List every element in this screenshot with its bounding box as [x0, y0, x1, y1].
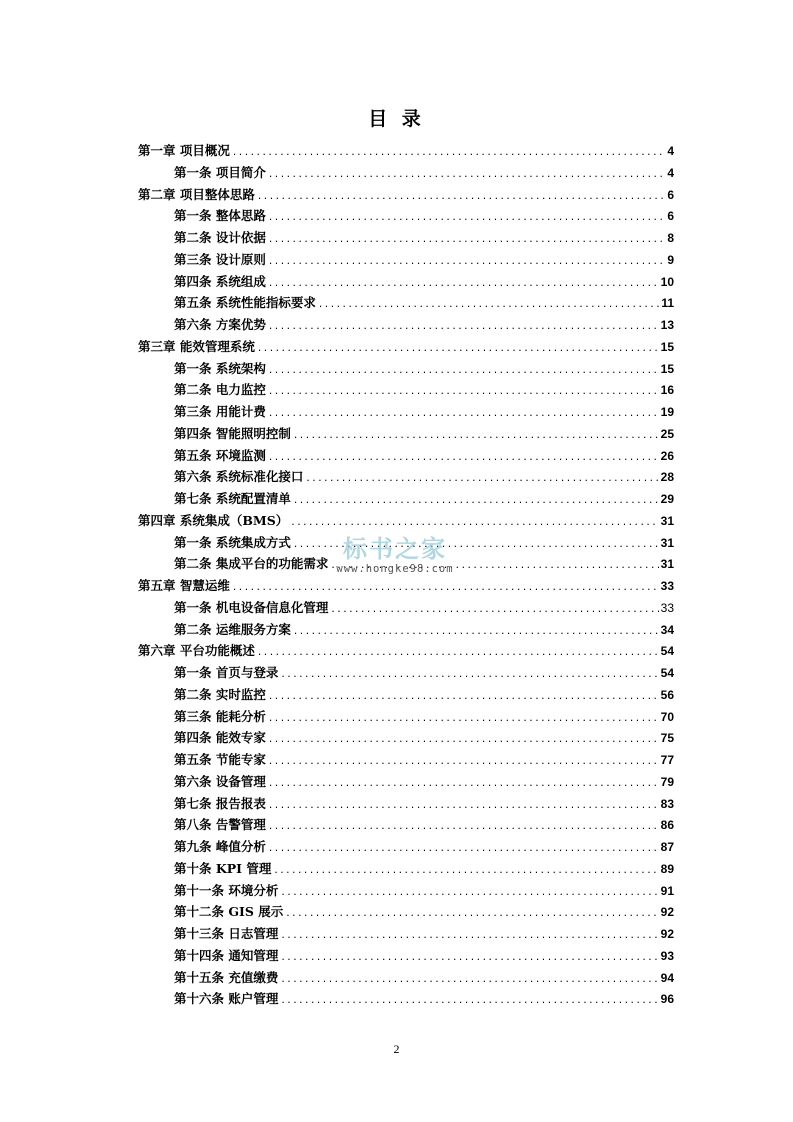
- toc-dot-leader: [318, 295, 659, 317]
- toc-dot-leader: [268, 709, 659, 731]
- toc-dot-leader: [268, 448, 659, 470]
- toc-page-number: 16: [660, 383, 674, 398]
- toc-section-row[interactable]: [138, 379, 674, 401]
- toc-entry-label: 第三条 设计原则: [174, 251, 266, 267]
- toc-page-number: 86: [660, 818, 674, 833]
- toc-page-number: 29: [660, 492, 674, 506]
- toc-section-row[interactable]: [138, 314, 674, 336]
- toc-dot-leader: [268, 687, 659, 709]
- toc-page-number: 9: [667, 252, 674, 267]
- toc-section-row[interactable]: [138, 706, 674, 728]
- toc-dot-leader: [268, 752, 659, 774]
- toc-entry-label: 第四条 系统组成: [174, 273, 266, 289]
- toc-page-number: 94: [660, 970, 674, 985]
- toc-entry-label: 第二章 项目整体思路: [138, 186, 255, 202]
- toc-chapter-row[interactable]: [138, 640, 674, 662]
- toc-entry-label: 第十五条 充值缴费: [174, 969, 279, 985]
- toc-dot-leader: [280, 926, 658, 948]
- toc-dot-leader: [268, 317, 659, 339]
- toc-page-number: 4: [667, 144, 674, 158]
- toc-page-number: 15: [660, 339, 674, 354]
- toc-section-row[interactable]: [138, 662, 674, 684]
- toc-section-row[interactable]: [138, 901, 674, 923]
- toc-section-row[interactable]: [138, 445, 674, 467]
- toc-page-number: 92: [660, 927, 674, 941]
- toc-section-row[interactable]: [138, 684, 674, 706]
- page-title: 目 录: [368, 108, 425, 130]
- toc-page-number: 75: [660, 731, 674, 746]
- toc-dot-leader: [268, 839, 659, 861]
- toc-section-row[interactable]: [138, 162, 674, 184]
- toc-page-number: 6: [667, 209, 674, 224]
- toc-chapter-row[interactable]: [138, 510, 674, 532]
- toc-entry-label: 第六章 平台功能概述: [138, 643, 255, 659]
- toc-section-row[interactable]: [138, 205, 674, 227]
- toc-chapter-row[interactable]: [138, 184, 674, 206]
- toc-dot-leader: [257, 339, 659, 361]
- toc-dot-leader: [257, 187, 665, 209]
- toc-page-number: 54: [660, 666, 674, 680]
- toc-section-row[interactable]: [138, 597, 674, 619]
- toc-section-row[interactable]: [138, 967, 674, 989]
- toc-section-row[interactable]: [138, 358, 674, 380]
- toc-dot-leader: [268, 165, 665, 187]
- toc-page-number: 10: [660, 274, 674, 289]
- toc-entry-label: 第二条 设计依据: [174, 230, 266, 245]
- toc-dot-leader: [280, 991, 658, 1013]
- toc-page-number: 70: [660, 709, 674, 724]
- toc-section-row[interactable]: [138, 271, 674, 293]
- toc-dot-leader: [268, 817, 659, 839]
- toc-entry-label: 第一章 项目概况: [138, 143, 230, 158]
- toc-entry-label: 第二条 实时监控: [174, 686, 266, 702]
- toc-dot-leader: [293, 622, 659, 644]
- toc-page-number: 87: [660, 840, 674, 854]
- watermark: [320, 536, 470, 576]
- toc-entry-label: 第五条 环境监测: [174, 447, 266, 463]
- toc-dot-leader: [268, 796, 659, 818]
- toc-page-number: 26: [660, 448, 674, 463]
- toc-entry-label: 第十六条 账户管理: [174, 991, 279, 1007]
- toc-entry-label: 第二条 运维服务方案: [174, 621, 291, 637]
- toc-page-number: 56: [660, 687, 674, 702]
- toc-entry-label: 第六条 设备管理: [174, 773, 266, 789]
- toc-page-number: 33: [660, 579, 674, 593]
- toc-page-number: 93: [660, 948, 674, 963]
- toc-chapter-row[interactable]: [138, 140, 674, 162]
- toc-page-number: 96: [660, 992, 674, 1007]
- toc-chapter-row[interactable]: [138, 336, 674, 358]
- toc-dot-leader: [268, 252, 665, 274]
- toc-section-row[interactable]: [138, 227, 674, 249]
- toc-entry-label: 第六条 方案优势: [174, 317, 266, 332]
- toc-dot-leader: [305, 469, 658, 491]
- toc-page-number: 91: [660, 883, 674, 898]
- toc-page-number: 6: [667, 187, 674, 202]
- toc-dot-leader: [268, 774, 659, 796]
- toc-chapter-row[interactable]: [138, 575, 674, 597]
- toc-dot-leader: [257, 643, 659, 665]
- toc-entry-label: 第一条 机电设备信息化管理: [174, 599, 329, 615]
- toc-page-number: 31: [660, 513, 674, 528]
- toc-section-row[interactable]: [138, 401, 674, 423]
- toc-page-number: 15: [660, 361, 674, 376]
- toc-entry-label: 第一条 系统架构: [174, 360, 266, 376]
- toc-dot-leader: [280, 665, 658, 687]
- toc-page-number: 31: [660, 535, 674, 550]
- toc-entry-label: 第十二条 GIS 展示: [174, 904, 284, 920]
- toc-entry-label: 第一条 系统集成方式: [174, 534, 291, 550]
- toc-dot-leader: [268, 230, 665, 252]
- toc-page-number: 11: [661, 296, 674, 311]
- toc-entry-label: 第三条 能耗分析: [174, 708, 266, 724]
- page-number: 2: [393, 1042, 400, 1056]
- toc-page-number: 4: [667, 165, 674, 180]
- toc-dot-leader: [293, 426, 659, 448]
- toc-section-row[interactable]: [138, 858, 674, 880]
- toc-entry-label: 第二条 电力监控: [174, 382, 266, 398]
- toc-section-row[interactable]: [138, 988, 674, 1010]
- toc-dot-leader: [273, 861, 658, 883]
- toc-dot-leader: [280, 948, 658, 970]
- toc-section-row[interactable]: [138, 292, 674, 314]
- toc-entry-label: 第七条 报告报表: [174, 795, 266, 811]
- toc-entry-label: 第五条 节能专家: [174, 752, 266, 767]
- toc-entry-label: 第四章 系统集成（BMS）: [138, 512, 289, 528]
- toc-section-row[interactable]: [138, 814, 674, 836]
- toc-entry-label: 第六条 系统标准化接口: [174, 469, 304, 485]
- toc-page-number: 8: [667, 231, 674, 245]
- toc-page-number: 54: [660, 644, 674, 659]
- toc-dot-leader: [268, 382, 659, 404]
- toc-page-number: 25: [660, 426, 674, 441]
- toc-section-row[interactable]: [138, 749, 674, 771]
- toc-entry-label: 第三条 用能计费: [174, 404, 266, 419]
- toc-page-number: 34: [660, 622, 674, 637]
- toc-entry-label: 第五章 智慧运维: [138, 578, 230, 593]
- toc-entry-label: 第十三条 日志管理: [174, 926, 279, 941]
- toc-dot-leader: [268, 404, 659, 426]
- toc-entry-label: 第一条 首页与登录: [174, 665, 279, 680]
- toc-dot-leader: [330, 600, 658, 622]
- toc-dot-leader: [280, 970, 658, 992]
- toc-dot-leader: [268, 274, 659, 296]
- toc-dot-leader: [293, 491, 659, 513]
- toc-dot-leader: [268, 730, 659, 752]
- toc-section-row[interactable]: [138, 249, 674, 271]
- toc-section-row[interactable]: [138, 619, 674, 641]
- watermark-logo: 标书之家: [343, 535, 447, 563]
- toc-page-number: 89: [660, 861, 674, 876]
- toc-entry-label: 第一条 项目简介: [174, 164, 266, 180]
- toc-section-row[interactable]: [138, 771, 674, 793]
- toc-dot-leader: [280, 883, 658, 905]
- toc-section-row[interactable]: [138, 727, 674, 749]
- watermark-url: www.hongke98.com: [336, 563, 454, 575]
- toc-entry-label: 第十条 KPI 管理: [174, 860, 272, 876]
- toc-entry-label: 第三章 能效管理系统: [138, 338, 255, 354]
- toc-entry-label: 第二条 集成平台的功能需求: [174, 556, 329, 572]
- toc-entry-label: 第八条 告警管理: [174, 817, 266, 833]
- toc-page-number: 83: [660, 796, 674, 811]
- toc-dot-leader: [285, 904, 658, 926]
- toc-dot-leader: [290, 513, 658, 535]
- toc-page-number: 19: [660, 405, 674, 419]
- toc-section-row[interactable]: [138, 466, 674, 488]
- toc-entry-label: 第十一条 环境分析: [174, 882, 279, 898]
- toc-entry-label: 第九条 峰值分析: [174, 839, 266, 854]
- toc-dot-leader: [232, 143, 665, 165]
- toc-section-row[interactable]: [138, 793, 674, 815]
- toc-entry-label: 第四条 智能照明控制: [174, 425, 291, 441]
- toc-entry-label: 第四条 能效专家: [174, 730, 266, 746]
- toc-dot-leader: [268, 361, 659, 383]
- toc-page-number: 13: [660, 318, 674, 332]
- toc-entry-label: 第五条 系统性能指标要求: [174, 295, 316, 311]
- toc-page-number: 77: [660, 753, 674, 767]
- toc-page-number: 92: [660, 905, 674, 920]
- toc-dot-leader: [268, 208, 665, 230]
- toc-section-row[interactable]: [138, 923, 674, 945]
- toc-section-row[interactable]: [138, 836, 674, 858]
- toc-section-row[interactable]: [138, 880, 674, 902]
- toc-page-number: 33: [660, 600, 674, 615]
- toc-section-row[interactable]: [138, 945, 674, 967]
- toc-section-row[interactable]: [138, 488, 674, 510]
- toc-entry-label: 第一条 整体思路: [174, 208, 266, 224]
- toc-page-number: 28: [660, 470, 674, 485]
- toc-page-number: 31: [660, 557, 674, 572]
- toc-section-row[interactable]: [138, 423, 674, 445]
- toc-page-number: 79: [660, 774, 674, 789]
- toc-entry-label: 第十四条 通知管理: [174, 947, 279, 963]
- toc-entry-label: 第七条 系统配置清单: [174, 491, 291, 506]
